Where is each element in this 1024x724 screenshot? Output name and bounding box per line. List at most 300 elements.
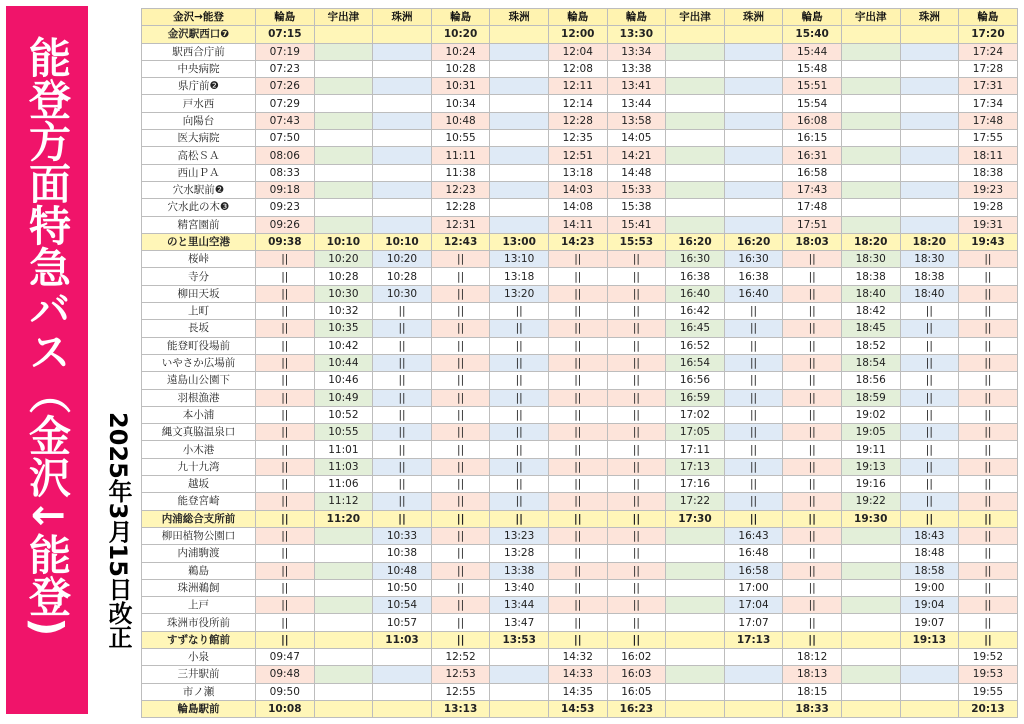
departure-time: 16:59 [666,389,725,406]
departure-time: || [256,406,315,423]
stop-name: 柳田植物公園口 [142,527,256,544]
departure-time: || [373,476,432,493]
timetable-row [142,164,1018,181]
stop-name: 西山ＰＡ [142,164,256,181]
departure-time: 15:41 [607,216,666,233]
departure-time: || [431,372,490,389]
departure-time [841,95,900,112]
departure-time: 10:48 [373,562,432,579]
departure-time: || [431,406,490,423]
departure-time: 18:40 [841,285,900,302]
departure-time: 10:55 [314,424,373,441]
stop-name: 向陽台 [142,112,256,129]
stop-name: 越坂 [142,476,256,493]
departure-time: || [783,614,842,631]
departure-time: || [783,527,842,544]
departure-time: || [431,268,490,285]
departure-time [490,648,549,665]
departure-time: || [548,303,607,320]
departure-time [841,527,900,544]
departure-time: || [256,424,315,441]
timetable-row [142,597,1018,614]
departure-time [314,614,373,631]
departure-time [900,648,959,665]
departure-time: || [959,597,1018,614]
departure-time: 07:26 [256,78,315,95]
departure-time [314,43,373,60]
departure-time: || [783,354,842,371]
departure-time: 17:55 [959,130,1018,147]
timetable-row [142,60,1018,77]
departure-time [724,130,783,147]
departure-time: 18:03 [783,233,842,250]
departure-time: || [959,614,1018,631]
departure-time [666,683,725,700]
departure-time: || [548,493,607,510]
departure-time: 13:20 [490,285,549,302]
departure-time [841,199,900,216]
departure-time: 12:08 [548,60,607,77]
departure-time: || [256,631,315,648]
timetable-row [142,562,1018,579]
departure-time: || [607,285,666,302]
departure-time [666,147,725,164]
departure-time [314,60,373,77]
departure-time: 19:05 [841,424,900,441]
departure-time: 14:11 [548,216,607,233]
departure-time: 16:05 [607,683,666,700]
departure-time: 10:50 [373,579,432,596]
departure-time: || [607,510,666,527]
departure-time [314,78,373,95]
timetable-row [142,545,1018,562]
departure-time: || [490,441,549,458]
departure-time: || [373,303,432,320]
departure-time: || [256,441,315,458]
departure-time: || [607,545,666,562]
departure-time: 15:38 [607,199,666,216]
departure-time [490,95,549,112]
departure-time: || [256,303,315,320]
departure-time [841,614,900,631]
departure-time: 18:33 [783,700,842,717]
timetable-row [142,130,1018,147]
departure-time [666,648,725,665]
departure-time: 14:53 [548,700,607,717]
departure-time: 18:52 [841,337,900,354]
departure-time [666,579,725,596]
departure-time: 10:28 [373,268,432,285]
departure-time: 18:59 [841,389,900,406]
departure-time: 12:31 [431,216,490,233]
departure-time: 16:38 [724,268,783,285]
departure-time: || [959,562,1018,579]
departure-time: 10:10 [314,233,373,250]
departure-time: 10:55 [431,130,490,147]
departure-time: 19:52 [959,648,1018,665]
departure-time: 12:43 [431,233,490,250]
departure-time [900,43,959,60]
departure-time [666,181,725,198]
departure-time: 13:23 [490,527,549,544]
departure-time: 12:04 [548,43,607,60]
stop-name: 小木港 [142,441,256,458]
departure-time: 16:38 [666,268,725,285]
departure-time: || [548,389,607,406]
departure-time: || [607,579,666,596]
departure-time: 19:53 [959,666,1018,683]
timetable-row [142,700,1018,717]
departure-time: 18:56 [841,372,900,389]
departure-time [724,666,783,683]
departure-time: 17:20 [959,26,1018,43]
departure-time: || [373,424,432,441]
departure-time: || [959,493,1018,510]
departure-time: || [256,372,315,389]
destination-header: 宇出津 [314,9,373,26]
departure-time: || [783,476,842,493]
timetable-row [142,43,1018,60]
departure-time: || [900,424,959,441]
departure-time: 19:07 [900,614,959,631]
departure-time: || [900,441,959,458]
departure-time [314,216,373,233]
departure-time: 07:50 [256,130,315,147]
departure-time: || [431,579,490,596]
departure-time: 11:12 [314,493,373,510]
departure-time: || [431,614,490,631]
departure-time [841,130,900,147]
departure-time: 18:42 [841,303,900,320]
departure-time: 11:06 [314,476,373,493]
departure-time: || [900,510,959,527]
departure-time [841,648,900,665]
departure-time: || [959,372,1018,389]
departure-time: || [607,268,666,285]
departure-time: || [900,493,959,510]
departure-time: || [431,510,490,527]
departure-time [373,26,432,43]
departure-time: || [724,458,783,475]
departure-time: 17:51 [783,216,842,233]
departure-time: 12:53 [431,666,490,683]
departure-time [666,130,725,147]
departure-time: || [783,562,842,579]
departure-time: || [900,337,959,354]
departure-time: 18:38 [959,164,1018,181]
stop-name: 縄文真脇温泉口 [142,424,256,441]
departure-time: 11:11 [431,147,490,164]
departure-time: 13:40 [490,579,549,596]
departure-time [724,95,783,112]
departure-time [666,597,725,614]
departure-time: 10:32 [314,303,373,320]
departure-time: 18:30 [900,251,959,268]
departure-time: 20:13 [959,700,1018,717]
departure-time: || [256,476,315,493]
departure-time: 13:34 [607,43,666,60]
departure-time: 14:03 [548,181,607,198]
departure-time: || [959,441,1018,458]
departure-time: || [256,493,315,510]
departure-time: || [431,476,490,493]
departure-time [314,26,373,43]
departure-time: || [548,597,607,614]
departure-time [841,112,900,129]
departure-time: || [490,424,549,441]
departure-time [373,164,432,181]
departure-time [841,545,900,562]
departure-time: 18:15 [783,683,842,700]
timetable-row [142,181,1018,198]
departure-time: || [607,389,666,406]
departure-time [900,181,959,198]
departure-time: 17:02 [666,406,725,423]
departure-time [373,43,432,60]
departure-time: 10:33 [373,527,432,544]
departure-time: || [783,406,842,423]
departure-time: 12:14 [548,95,607,112]
departure-time: || [256,510,315,527]
departure-time: 18:20 [900,233,959,250]
timetable-row [142,631,1018,648]
departure-time: 12:28 [431,199,490,216]
departure-time: 10:34 [431,95,490,112]
departure-time: || [548,354,607,371]
departure-time: || [490,354,549,371]
departure-time: 17:30 [666,510,725,527]
departure-time: || [783,251,842,268]
departure-time: || [959,320,1018,337]
departure-time: || [548,458,607,475]
stop-name: 鵜島 [142,562,256,579]
departure-time: 13:53 [490,631,549,648]
departure-time: 19:22 [841,493,900,510]
departure-time: || [900,476,959,493]
departure-time: || [431,458,490,475]
departure-time: 16:43 [724,527,783,544]
departure-time: || [900,389,959,406]
departure-time [666,216,725,233]
departure-time: || [607,562,666,579]
departure-time: || [256,458,315,475]
departure-time: || [256,354,315,371]
departure-time: 18:20 [841,233,900,250]
departure-time [900,78,959,95]
departure-time [314,700,373,717]
departure-time [666,78,725,95]
stop-name: 寺分 [142,268,256,285]
departure-time: || [724,441,783,458]
departure-time: 13:18 [490,268,549,285]
stop-name: 桜峠 [142,251,256,268]
departure-time: || [607,527,666,544]
departure-time: 16:54 [666,354,725,371]
departure-time: || [959,268,1018,285]
departure-time: || [959,337,1018,354]
departure-time: || [959,458,1018,475]
departure-time: 12:28 [548,112,607,129]
departure-time [373,112,432,129]
stop-name: 市ノ瀬 [142,683,256,700]
departure-time: 16:23 [607,700,666,717]
departure-time: 10:10 [373,233,432,250]
departure-time: 17:13 [666,458,725,475]
departure-time: || [900,303,959,320]
departure-time: || [724,354,783,371]
departure-time: || [373,493,432,510]
departure-time [724,78,783,95]
departure-time: 12:52 [431,648,490,665]
departure-time [841,631,900,648]
stop-name: 上戸 [142,597,256,614]
departure-time [314,597,373,614]
stop-name: 中央病院 [142,60,256,77]
departure-time: || [548,545,607,562]
departure-time: 18:38 [841,268,900,285]
departure-time: 08:06 [256,147,315,164]
stop-name: 能登宮崎 [142,493,256,510]
departure-time: 16:15 [783,130,842,147]
departure-time: || [431,337,490,354]
timetable-row [142,285,1018,302]
departure-time: 13:41 [607,78,666,95]
departure-time: 19:04 [900,597,959,614]
departure-time: || [783,303,842,320]
departure-time [666,614,725,631]
departure-time: || [607,597,666,614]
departure-time [724,26,783,43]
departure-time: 16:30 [724,251,783,268]
departure-time: || [256,251,315,268]
departure-time [490,164,549,181]
departure-time: || [607,424,666,441]
departure-time: || [607,320,666,337]
departure-time: 10:28 [431,60,490,77]
departure-time: 16:08 [783,112,842,129]
timetable-header [142,9,1018,26]
departure-time: 14:08 [548,199,607,216]
departure-time: || [431,320,490,337]
departure-time: || [431,545,490,562]
destination-header: 珠洲 [724,9,783,26]
departure-time: 11:03 [314,458,373,475]
stop-name: いやさか広場前 [142,354,256,371]
departure-time [841,700,900,717]
stop-name: 珠洲市役所前 [142,614,256,631]
stop-name: 精宮園前 [142,216,256,233]
destination-header: 宇出津 [841,9,900,26]
departure-time: || [724,510,783,527]
departure-time: 17:04 [724,597,783,614]
departure-time: || [959,354,1018,371]
departure-time: || [490,337,549,354]
departure-time [666,164,725,181]
departure-time [490,700,549,717]
departure-time: || [548,441,607,458]
departure-time [314,164,373,181]
departure-time: 13:38 [490,562,549,579]
stop-name: 穴水駅前❷ [142,181,256,198]
departure-time [490,60,549,77]
departure-time: || [724,493,783,510]
departure-time: || [431,562,490,579]
departure-time: 16:52 [666,337,725,354]
departure-time: 10:44 [314,354,373,371]
departure-time: 16:20 [666,233,725,250]
departure-time: || [431,527,490,544]
departure-time [373,78,432,95]
departure-time [900,95,959,112]
timetable-row [142,372,1018,389]
departure-time: 10:38 [373,545,432,562]
stop-name: 柳田天坂 [142,285,256,302]
departure-time: || [783,441,842,458]
departure-time [666,199,725,216]
stop-name: 上町 [142,303,256,320]
departure-time: || [490,303,549,320]
departure-time: || [607,303,666,320]
departure-time: || [548,476,607,493]
departure-time [841,666,900,683]
departure-time: 18:13 [783,666,842,683]
timetable-row [142,95,1018,112]
departure-time: || [607,354,666,371]
departure-time [724,648,783,665]
departure-time [841,216,900,233]
stop-name: 小泉 [142,648,256,665]
departure-time [314,95,373,112]
departure-time: || [431,251,490,268]
departure-time [724,216,783,233]
departure-time [373,60,432,77]
departure-time: || [256,614,315,631]
destination-header: 輪島 [256,9,315,26]
departure-time: 16:40 [724,285,783,302]
timetable-row [142,216,1018,233]
departure-time: || [373,458,432,475]
departure-time [900,700,959,717]
stop-name: のと里山空港 [142,233,256,250]
departure-time: || [431,441,490,458]
destination-header: 珠洲 [373,9,432,26]
departure-time [724,199,783,216]
stop-name: 三井駅前 [142,666,256,683]
departure-time [666,43,725,60]
departure-time [900,60,959,77]
departure-time: || [548,337,607,354]
departure-time: || [783,389,842,406]
departure-time: || [959,510,1018,527]
departure-time: 16:30 [666,251,725,268]
departure-time: 10:30 [314,285,373,302]
departure-time: || [724,406,783,423]
stop-name: 医大病院 [142,130,256,147]
departure-time [724,164,783,181]
departure-time [841,683,900,700]
departure-time [900,666,959,683]
departure-time [666,545,725,562]
stop-name: 金沢駅西口❼ [142,26,256,43]
departure-time [724,60,783,77]
departure-time [841,60,900,77]
departure-time: 19:23 [959,181,1018,198]
departure-time: 17:28 [959,60,1018,77]
departure-time [314,562,373,579]
departure-time: || [783,493,842,510]
departure-time [841,78,900,95]
departure-time: || [783,285,842,302]
